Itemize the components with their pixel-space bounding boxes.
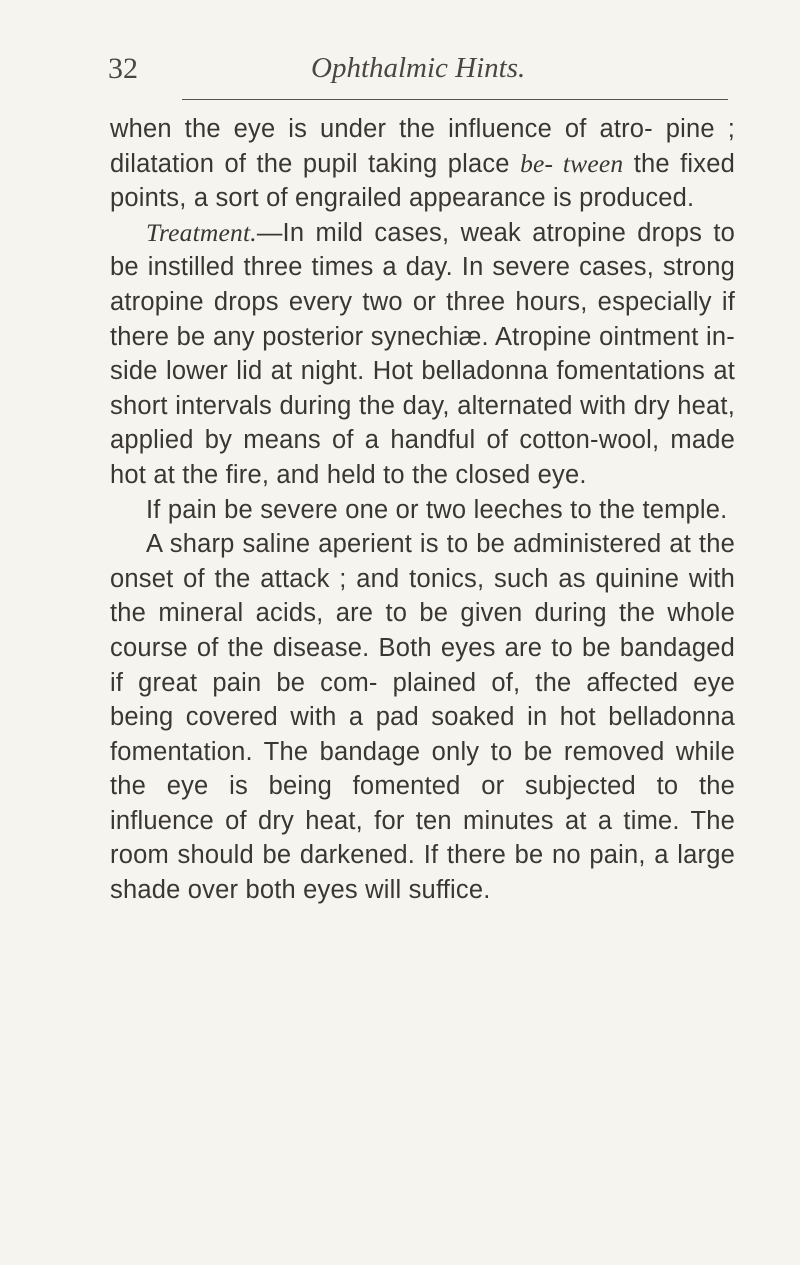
treatment-text: —In mild cases, weak atropine drops to be instilled three times a day. In severe cases, strong atropine drops every two or three hours, especially if there be any posterior synechiæ. Atropine ointment in- side lower lid at night. Hot belladonna fomentations at short intervals during the day, alternated with dry heat, applied by means of a handful of cotton-wool, made hot at the fire, and held to the closed eye.: [110, 218, 735, 489]
running-title: Ophthalmic Hints.: [311, 52, 526, 84]
p1-italic-between: be- tween: [520, 148, 624, 178]
treatment-heading: Treatment.: [146, 217, 257, 247]
body-text: [110, 112, 735, 908]
page-header: [108, 52, 728, 92]
p1-text-a: when the eye is under the influence of atro- pine ; dilatation of the pupil taking place: [110, 115, 735, 178]
paragraph-aperient: A sharp saline aperient is to be administered at the onset of the attack ; and tonics, such as quinine with the mineral acids, are to be given during the whole course of the disease. Both eyes are to be bandaged if great pain be com- plained of, the affected eye being covered with a pad soaked in hot belladonna fomentation. The bandage only to be removed while the eye is being fomented or subjected to the influence of dry heat, for ten minutes at a time. The room should be darkened. If there be no pain, a large shade over both eyes will suffice.: [110, 530, 735, 905]
paragraph-leeches: If pain be severe one or two leeches to the temple.: [146, 495, 728, 524]
paragraph-continuation: [110, 112, 735, 216]
page-number: 32: [108, 52, 138, 85]
header-rule: [182, 99, 728, 100]
paragraph-treatment: [110, 216, 735, 493]
p1-text-c: the fixed points, a sort of engrailed appearance is produced.: [110, 149, 735, 213]
